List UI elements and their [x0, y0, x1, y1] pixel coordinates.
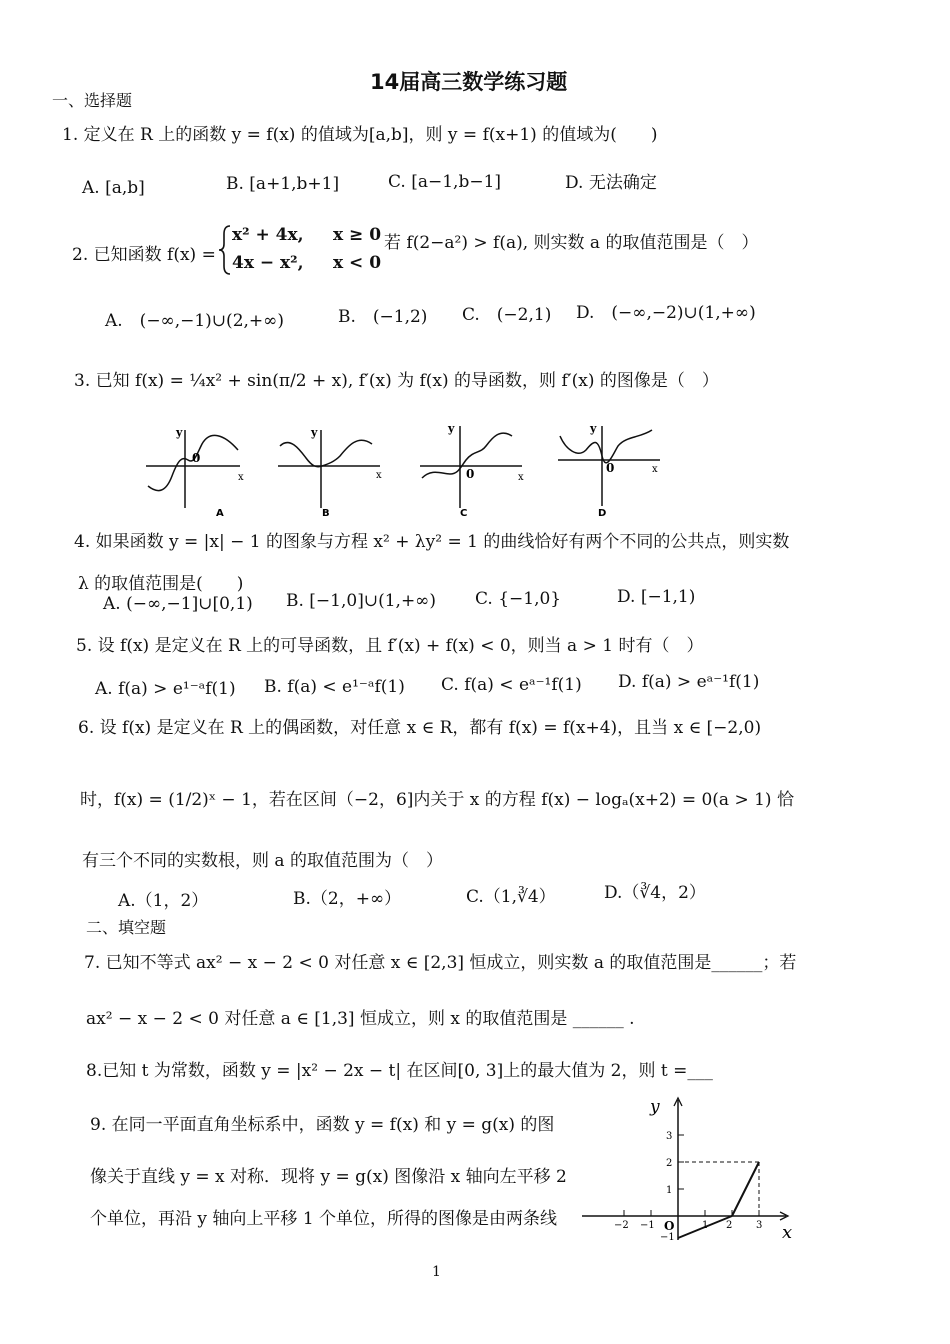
- question-6-line-2: 时，f(x) = (1/2)ˣ − 1，若在区间（−2，6]内关于 x 的方程 f(x) − logₐ(x+2) = 0(a > 1) 恰: [80, 790, 794, 810]
- svg-text:−1: −1: [640, 1220, 655, 1231]
- graph-a: [146, 426, 244, 519]
- section-heading-choice: 一、选择题: [52, 91, 133, 110]
- svg-text:y: y: [311, 426, 318, 439]
- graph-c: [420, 422, 524, 519]
- svg-text:−2: −2: [614, 1220, 629, 1231]
- question-9-line-2: 像关于直线 y = x 对称．现将 y = g(x) 图像沿 x 轴向左平移 2: [90, 1167, 567, 1187]
- svg-text:3: 3: [666, 1131, 673, 1142]
- q9-axis-y-label: y: [650, 1097, 660, 1117]
- svg-text:−1: −1: [660, 1232, 675, 1243]
- question-7-line-1: 7. 已知不等式 ax² − x − 2 < 0 对任意 x ∈ [2,3] 恒成立，则实数 a 的取值范围是______；若: [84, 953, 797, 973]
- q6-option-a: A.（1，2）: [118, 891, 209, 911]
- section-heading-fill: 二、填空题: [86, 918, 167, 937]
- q4-option-b: B. [−1,0]∪(1,+∞): [286, 591, 436, 611]
- svg-text:2: 2: [726, 1220, 733, 1231]
- svg-text:D: D: [598, 508, 607, 519]
- svg-text:B: B: [322, 508, 330, 519]
- q9-segment-2: [732, 1162, 759, 1216]
- question-6-line-3: 有三个不同的实数根，则 a 的取值范围为（ ）: [82, 851, 443, 871]
- q5-option-d: D. f(a) > eᵃ⁻¹f(1): [618, 672, 760, 692]
- q2-cond-1: x ≥ 0: [333, 225, 382, 245]
- q4-option-c: C. {−1,0}: [475, 589, 562, 609]
- q9-axis-x-label: x: [782, 1222, 793, 1243]
- page-title: 14届高三数学练习题: [370, 70, 568, 94]
- q2-option-c: C. (−2,1): [462, 305, 552, 325]
- q1-option-c: C. [a−1,b−1]: [388, 172, 502, 192]
- svg-text:A: A: [216, 508, 224, 519]
- question-2-prefix: 2. 已知函数 f(x) =: [72, 245, 216, 265]
- svg-text:1: 1: [666, 1185, 673, 1196]
- svg-text:y: y: [176, 426, 183, 439]
- q2-case-2: 4x − x²,: [232, 253, 304, 273]
- svg-text:y: y: [448, 422, 455, 435]
- graph-b: [278, 426, 382, 519]
- piecewise-brace: [218, 224, 232, 276]
- question-5-stem: 5. 设 f(x) 是定义在 R 上的可导函数，且 f′(x) + f(x) < 0，则当 a > 1 时有（ ）: [76, 636, 704, 656]
- page-number: 1: [432, 1264, 441, 1280]
- graph-d: [558, 422, 660, 519]
- q4-option-d: D. [−1,1): [617, 587, 696, 607]
- q5-option-b: B. f(a) < e¹⁻ᵃf(1): [264, 677, 405, 697]
- question-1-stem: 1. 定义在 R 上的函数 y = f(x) 的值域为[a,b]，则 y = f(x+1) 的值域为( ): [62, 125, 658, 145]
- q6-option-d: D.（∛4，2）: [604, 883, 706, 903]
- q4-option-a: A. (−∞,−1]∪[0,1): [103, 594, 253, 614]
- question-4-line-2: λ 的取值范围是( ): [78, 574, 244, 594]
- question-8-line-1: 8.已知 t 为常数，函数 y = |x² − 2x − t| 在区间[0, 3]上的最大值为 2，则 t =___: [86, 1061, 713, 1081]
- svg-text:0: 0: [466, 467, 475, 481]
- question-3-stem: 3. 已知 f(x) = ¼x² + sin(π/2 + x), f′(x) 为 f(x) 的导函数，则 f′(x) 的图像是（ ）: [74, 371, 719, 391]
- svg-text:0: 0: [606, 461, 615, 475]
- svg-text:1: 1: [702, 1220, 709, 1231]
- question-9-line-1: 9. 在同一平面直角坐标系中，函数 y = f(x) 和 y = g(x) 的图: [90, 1115, 555, 1135]
- svg-text:y: y: [590, 422, 597, 435]
- q5-option-c: C. f(a) < eᵃ⁻¹f(1): [441, 675, 582, 695]
- svg-text:2: 2: [666, 1158, 673, 1169]
- q1-option-a: A. [a,b]: [82, 178, 145, 198]
- q9-coordinate-graph: [580, 1092, 800, 1244]
- svg-text:x: x: [376, 470, 382, 481]
- q2-option-b: B. (−1,2): [338, 307, 428, 327]
- q6-option-c: C.（1,∛4）: [466, 887, 556, 907]
- q6-option-b: B.（2，+∞）: [293, 889, 402, 909]
- question-9-line-3: 个单位，再沿 y 轴向上平移 1 个单位，所得的图像是由两条线: [90, 1209, 558, 1229]
- q5-option-a: A. f(a) > e¹⁻ᵃf(1): [95, 679, 236, 699]
- svg-text:x: x: [518, 472, 524, 483]
- svg-text:x: x: [238, 472, 244, 483]
- q1-option-d: D. 无法确定: [565, 173, 657, 193]
- q3-graphs: [138, 416, 668, 522]
- q1-option-b: B. [a+1,b+1]: [226, 174, 340, 194]
- q2-cond-2: x < 0: [333, 253, 382, 273]
- q2-option-d: D. (−∞,−2)∪(1,+∞): [576, 303, 756, 323]
- question-4-line-1: 4. 如果函数 y = |x| − 1 的图象与方程 x² + λy² = 1 的曲线恰好有两个不同的公共点，则实数: [74, 532, 790, 552]
- svg-text:x: x: [652, 464, 658, 475]
- svg-text:O: O: [664, 1219, 675, 1233]
- q2-option-a: A. (−∞,−1)∪(2,+∞): [105, 311, 284, 331]
- question-6-line-1: 6. 设 f(x) 是定义在 R 上的偶函数，对任意 x ∈ R，都有 f(x) = f(x+4)，且当 x ∈ [−2,0): [78, 718, 762, 738]
- q2-case-1: x² + 4x,: [232, 225, 304, 245]
- svg-text:0: 0: [192, 451, 201, 465]
- question-7-line-2: ax² − x − 2 < 0 对任意 a ∈ [1,3] 恒成立，则 x 的取值范围是 ______ .: [86, 1009, 635, 1029]
- question-2-suffix: 若 f(2−a²) > f(a), 则实数 a 的取值范围是（ ）: [384, 233, 759, 253]
- svg-text:C: C: [460, 508, 468, 519]
- svg-text:3: 3: [756, 1220, 763, 1231]
